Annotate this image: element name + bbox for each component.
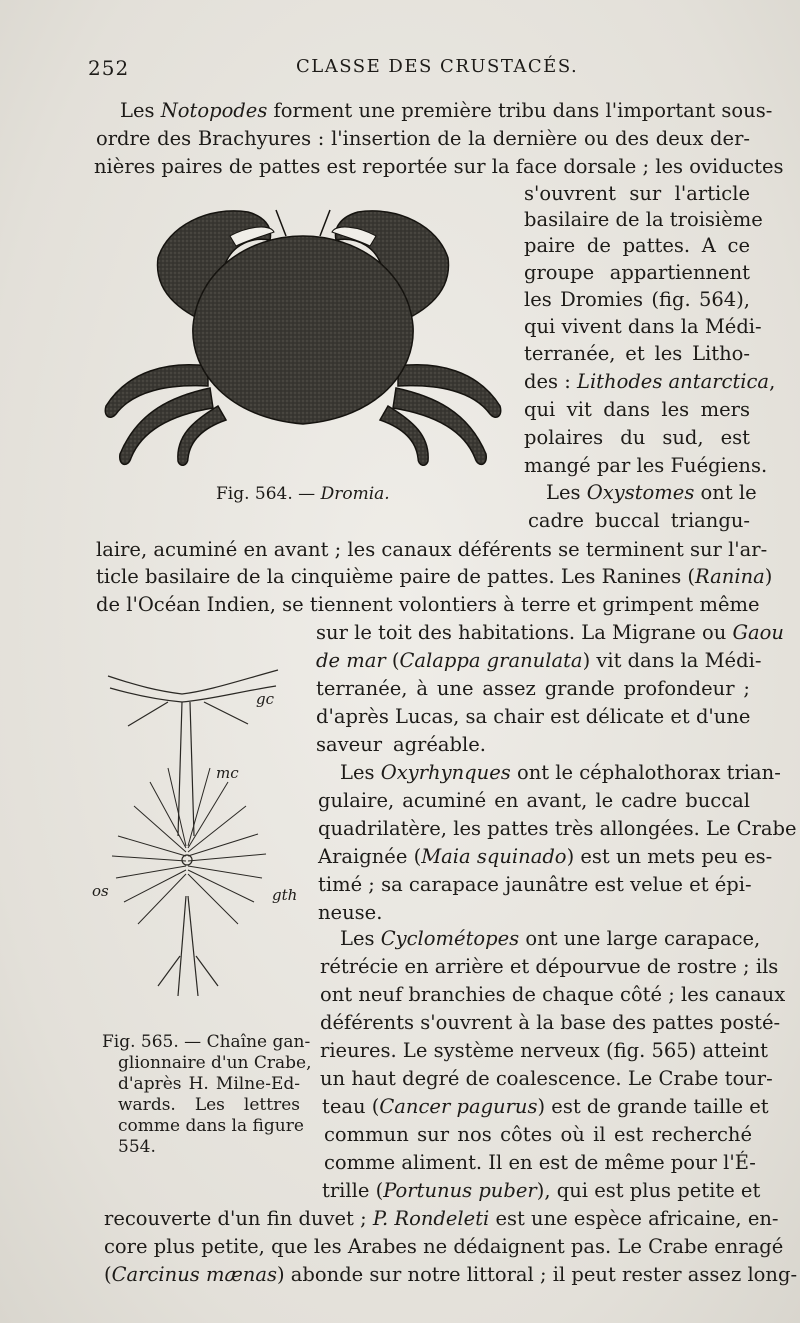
ganglion-chain-illustration <box>98 656 298 1016</box>
running-title: CLASSE DES CRUSTACÉS. <box>296 56 579 77</box>
body-text-line: rieures. Le système nerveux (fig. 565) atteint <box>320 1039 768 1062</box>
figure-564-label: Fig. 564. — <box>216 484 316 504</box>
body-text-line: Araignée (Maia squinado) est un mets peu es- <box>318 845 773 868</box>
page-header <box>0 56 800 86</box>
figure-565-caption-line: comme dans la figure <box>118 1116 304 1136</box>
figure-565-caption-line: Fig. 565. — Chaîne gan- <box>102 1032 311 1052</box>
body-text-line: s'ouvrent sur l'article <box>524 182 750 205</box>
body-text-line: ont neuf branchies de chaque côté ; les canaux <box>320 983 786 1006</box>
body-text-line: Les Oxyrhynques ont le céphalothorax trian- <box>340 761 781 784</box>
body-text-line: nières paires de pattes est reportée sur la face dorsale ; les oviductes <box>94 155 784 178</box>
body-text-line: gulaire, acuminé en avant, le cadre buccal <box>318 789 750 812</box>
body-text-line: ticle basilaire de la cinquième paire de pattes. Les Ranines (Ranina) <box>96 565 773 588</box>
body-text-line: qui vit dans les mers <box>524 398 750 421</box>
figure-564-species: Dromia. <box>320 484 390 504</box>
body-text-line: Les Oxystomes ont le <box>546 481 757 504</box>
body-text-line: basilaire de la troisième <box>524 208 763 231</box>
figure-564-caption <box>216 484 390 505</box>
body-text-line: un haut degré de coalescence. Le Crabe tour- <box>320 1067 773 1090</box>
body-text-line: laire, acuminé en avant ; les canaux déférents se terminent sur l'ar- <box>96 538 768 561</box>
body-text-line: de mar (Calappa granulata) vit dans la Médi- <box>316 649 762 672</box>
body-text-line: les Dromies (fig. 564), <box>524 288 750 311</box>
label-os: os <box>92 882 109 900</box>
body-text-line: terranée, à une assez grande profondeur ; <box>316 677 750 700</box>
body-text-line: d'après Lucas, sa chair est délicate et d'une <box>316 705 751 728</box>
crab-dromia-illustration <box>98 196 508 480</box>
body-text-line: teau (Cancer pagurus) est de grande taille et <box>322 1095 769 1118</box>
label-gc: gc <box>256 690 275 708</box>
body-text-line: polaires du sud, est <box>524 426 750 449</box>
body-text-line: commun sur nos côtes où il est recherché <box>324 1123 752 1146</box>
body-text-line: neuse. <box>318 901 383 924</box>
body-text-line: core plus petite, que les Arabes ne dédaignent pas. Le Crabe enragé <box>104 1235 784 1258</box>
body-text-line: Les Notopodes forment une première tribu dans l'important sous- <box>120 99 773 122</box>
body-text-line: sur le toit des habitations. La Migrane ou Gaou <box>316 621 784 644</box>
body-text-line: timé ; sa carapace jaunâtre est velue et épi- <box>318 873 752 896</box>
body-text-line: recouverte d'un fin duvet ; P. Rondeleti est une espèce africaine, en- <box>104 1207 779 1230</box>
body-text-line: rétrécie en arrière et dépourvue de rostre ; ils <box>320 955 779 978</box>
body-text-line: cadre buccal triangu- <box>528 509 750 532</box>
body-text-line: saveur agréable. <box>316 733 486 756</box>
body-text-line: terranée, et les Litho- <box>524 342 750 365</box>
body-text-line: trille (Portunus puber), qui est plus petite et <box>322 1179 761 1202</box>
body-text-line: quadrilatère, les pattes très allongées. Le Crabe <box>318 817 797 840</box>
figure-565-caption-line: 554. <box>118 1137 156 1157</box>
body-text-line: des : Lithodes antarctica, <box>524 370 776 393</box>
body-text-line: de l'Océan Indien, se tiennent volontiers à terre et grimpent même <box>96 593 760 616</box>
body-text-line: qui vivent dans la Médi- <box>524 315 762 338</box>
body-text-line: déférents s'ouvrent à la base des pattes posté- <box>320 1011 781 1034</box>
figure-565-caption-line: d'après H. Milne-Ed- <box>118 1074 300 1094</box>
body-text-line: groupe appartiennent <box>524 261 750 284</box>
label-gth: gth <box>272 886 298 904</box>
label-mc: mc <box>216 764 239 782</box>
body-text-line: ordre des Brachyures : l'insertion de la dernière ou des deux der- <box>96 127 750 150</box>
figure-565-caption-line: wards. Les lettres <box>118 1095 300 1115</box>
body-text-line: Les Cyclométopes ont une large carapace, <box>340 927 761 950</box>
page-number: 252 <box>88 56 130 80</box>
body-text-line: paire de pattes. A ce <box>524 234 750 257</box>
body-text-line: mangé par les Fuégiens. <box>524 454 768 477</box>
body-text-line: comme aliment. Il en est de même pour l'É- <box>324 1151 756 1174</box>
figure-565-caption <box>102 1032 312 1158</box>
body-text-line: (Carcinus mænas) abonde sur notre littoral ; il peut rester assez long- <box>104 1263 798 1286</box>
figure-565-caption-line: glionnaire d'un Crabe, <box>118 1053 312 1073</box>
